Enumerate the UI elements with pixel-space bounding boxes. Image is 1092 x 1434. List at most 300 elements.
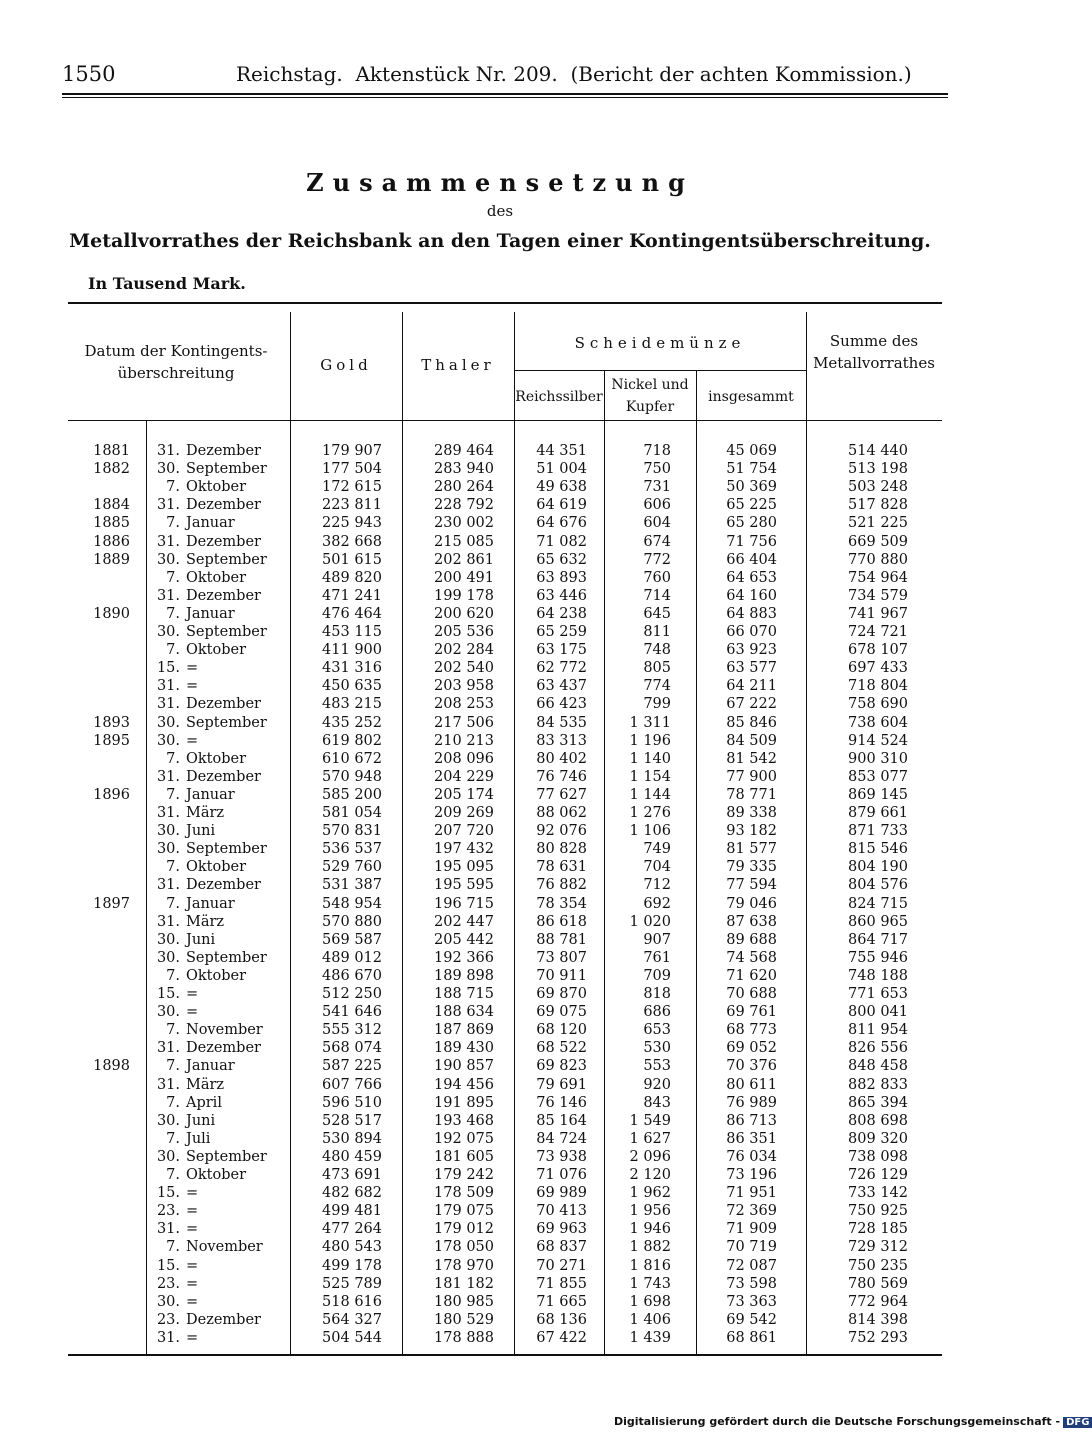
cell-insgesammt: 85 846	[726, 714, 777, 731]
cell-summe: 771 653	[848, 986, 908, 1002]
table-row	[68, 1148, 942, 1166]
cell-insgesammt: 70 376	[726, 1058, 777, 1075]
cell-month: Dezember	[186, 696, 261, 713]
cell-month: =	[186, 1275, 199, 1292]
cell-gold: 570 948	[322, 768, 382, 785]
cell-insgesammt: 68 773	[726, 1022, 777, 1039]
cell-nickel-kupfer: 920	[643, 1076, 671, 1093]
cell-insgesammt: 67 222	[726, 696, 777, 713]
cell-day: 7.	[166, 1094, 180, 1111]
page-number: 1550	[62, 62, 116, 86]
cell-gold: 480 459	[322, 1148, 382, 1165]
cell-summe: 734 579	[848, 587, 908, 604]
cell-month: März	[186, 1076, 225, 1093]
cell-month: =	[186, 732, 199, 749]
cell-summe: 513 198	[848, 461, 908, 478]
cell-day: 31.	[156, 443, 180, 459]
cell-reichssilber: 63 437	[536, 678, 587, 695]
cell-day: 15.	[156, 986, 180, 1002]
cell-thaler: 207 720	[434, 823, 494, 840]
cell-summe: 503 248	[848, 479, 908, 496]
cell-thaler: 178 888	[434, 1329, 494, 1346]
cell-nickel-kupfer: 604	[643, 515, 671, 532]
cell-summe: 517 828	[848, 497, 908, 514]
cell-day: 7.	[166, 605, 180, 622]
cell-summe: 758 690	[848, 696, 908, 713]
cell-month: Dezember	[186, 1311, 261, 1328]
cell-insgesammt: 93 182	[726, 823, 777, 840]
cell-summe: 848 458	[848, 1058, 908, 1075]
cell-summe: 804 576	[848, 877, 908, 894]
cell-reichssilber: 92 076	[536, 823, 587, 840]
cell-month: Oktober	[186, 479, 247, 496]
cell-summe: 770 880	[848, 551, 908, 568]
cell-month: =	[186, 678, 199, 695]
cell-summe: 815 546	[848, 841, 908, 858]
cell-month: =	[186, 1203, 199, 1220]
cell-nickel-kupfer: 1 406	[629, 1311, 671, 1328]
cell-reichssilber: 69 823	[536, 1058, 587, 1075]
cell-thaler: 205 536	[434, 624, 494, 640]
cell-insgesammt: 63 923	[726, 642, 777, 659]
cell-day: 30.	[156, 931, 180, 948]
cell-nickel-kupfer: 530	[643, 1040, 671, 1057]
cell-summe: 733 142	[848, 1185, 908, 1202]
cell-day: 30.	[156, 841, 180, 858]
cell-reichssilber: 71 665	[536, 1293, 587, 1310]
cell-summe: 809 320	[848, 1130, 908, 1147]
cell-nickel-kupfer: 761	[643, 949, 671, 966]
cell-nickel-kupfer: 1 698	[629, 1293, 671, 1310]
cell-nickel-kupfer: 811	[643, 624, 671, 640]
cell-insgesammt: 72 369	[726, 1203, 777, 1220]
cell-gold: 568 074	[322, 1040, 382, 1057]
cell-day: 31.	[156, 768, 180, 785]
cell-day: 31.	[156, 805, 180, 821]
cell-month: Dezember	[186, 587, 261, 604]
cell-year: 1893	[93, 714, 130, 731]
cell-nickel-kupfer: 843	[643, 1094, 671, 1111]
cell-gold: 486 670	[322, 967, 382, 984]
cell-insgesammt: 87 638	[726, 913, 777, 930]
table-row	[68, 913, 942, 931]
cell-summe: 860 965	[848, 913, 908, 930]
cell-reichssilber: 70 271	[536, 1257, 587, 1274]
cell-day: 23.	[156, 1203, 180, 1220]
table-row	[68, 1021, 942, 1039]
cell-summe: 514 440	[848, 443, 908, 459]
cell-insgesammt: 65 280	[726, 515, 777, 532]
cell-thaler: 289 464	[434, 443, 494, 459]
cell-nickel-kupfer: 748	[643, 642, 671, 659]
cell-reichssilber: 84 535	[536, 714, 587, 731]
cell-nickel-kupfer: 692	[643, 895, 671, 912]
cell-month: Oktober	[186, 859, 247, 876]
cell-month: September	[186, 551, 267, 568]
cell-summe: 804 190	[848, 859, 908, 876]
cell-insgesammt: 76 034	[726, 1148, 777, 1165]
cell-nickel-kupfer: 714	[643, 587, 671, 604]
cell-gold: 476 464	[322, 605, 382, 622]
table-row	[68, 1039, 942, 1057]
cell-month: März	[186, 913, 225, 930]
cell-nickel-kupfer: 1 140	[629, 750, 671, 767]
table-row	[68, 985, 942, 1003]
cell-day: 15.	[156, 1185, 180, 1202]
header-insgesammt: insgesammt	[708, 389, 794, 405]
cell-insgesammt: 72 087	[726, 1257, 777, 1274]
table-row	[68, 1202, 942, 1220]
cell-month: Dezember	[186, 1040, 261, 1057]
cell-month: Oktober	[186, 1167, 247, 1183]
cell-nickel-kupfer: 718	[643, 443, 671, 459]
cell-thaler: 197 432	[434, 841, 494, 858]
cell-reichssilber: 69 870	[536, 986, 587, 1002]
cell-gold: 501 615	[322, 551, 382, 568]
cell-month: =	[186, 1329, 199, 1346]
cell-day: 31.	[156, 1076, 180, 1093]
table-row	[68, 1275, 942, 1293]
cell-day: 31.	[156, 678, 180, 695]
cell-thaler: 228 792	[434, 497, 494, 514]
cell-insgesammt: 74 568	[726, 949, 777, 966]
cell-gold: 548 954	[322, 895, 382, 912]
cell-gold: 518 616	[322, 1293, 382, 1310]
cell-summe: 748 188	[848, 967, 908, 984]
table-row	[68, 478, 942, 496]
cell-reichssilber: 63 893	[536, 569, 587, 586]
cell-nickel-kupfer: 818	[643, 986, 671, 1002]
table-row	[68, 442, 942, 460]
table-row	[68, 732, 942, 750]
table-row	[68, 1094, 942, 1112]
cell-month: April	[186, 1094, 222, 1111]
cell-thaler: 280 264	[434, 479, 494, 496]
cell-gold: 587 225	[322, 1058, 382, 1075]
cell-thaler: 203 958	[434, 678, 494, 695]
cell-nickel-kupfer: 645	[643, 605, 671, 622]
cell-month: =	[186, 1293, 199, 1310]
cell-year: 1884	[93, 497, 130, 514]
cell-insgesammt: 80 611	[726, 1076, 777, 1093]
table-row	[68, 895, 942, 913]
cell-day: 30.	[156, 551, 180, 568]
cell-thaler: 195 595	[434, 877, 494, 894]
cell-month: Dezember	[186, 443, 261, 459]
cell-month: Juli	[186, 1130, 211, 1147]
scheidemuenze-rule	[514, 370, 806, 371]
header-gold: Gold	[320, 356, 372, 374]
cell-gold: 477 264	[322, 1221, 382, 1238]
cell-reichssilber: 86 618	[536, 913, 587, 930]
cell-nickel-kupfer: 760	[643, 569, 671, 586]
cell-thaler: 202 447	[434, 913, 494, 930]
cell-insgesammt: 71 909	[726, 1221, 777, 1238]
cell-reichssilber: 73 807	[536, 949, 587, 966]
cell-year: 1895	[93, 732, 130, 749]
table-row	[68, 533, 942, 551]
cell-day: 31.	[156, 587, 180, 604]
cell-insgesammt: 69 052	[726, 1040, 777, 1057]
cell-gold: 489 012	[322, 949, 382, 966]
document-subtitle: Metallvorrathes der Reichsbank an den Tagen einer Kontingentsüberschreitung.	[69, 230, 931, 252]
cell-summe: 824 715	[848, 895, 908, 912]
cell-summe: 800 041	[848, 1004, 908, 1021]
table-row	[68, 1130, 942, 1148]
table-row	[68, 1112, 942, 1130]
cell-month: September	[186, 841, 267, 858]
cell-month: Juni	[186, 931, 216, 948]
cell-reichssilber: 68 120	[536, 1022, 587, 1039]
cell-gold: 525 789	[322, 1275, 382, 1292]
cell-reichssilber: 88 781	[536, 931, 587, 948]
cell-year: 1896	[93, 786, 130, 803]
cell-thaler: 189 898	[434, 967, 494, 984]
cell-summe: 882 833	[848, 1076, 908, 1093]
cell-year: 1881	[93, 443, 130, 459]
cell-insgesammt: 79 046	[726, 895, 777, 912]
cell-day: 31.	[156, 1329, 180, 1346]
cell-thaler: 202 284	[434, 642, 494, 659]
cell-reichssilber: 85 164	[536, 1112, 587, 1129]
cell-thaler: 178 050	[434, 1239, 494, 1256]
cell-day: 30.	[156, 714, 180, 731]
cell-reichssilber: 84 724	[536, 1130, 587, 1147]
cell-summe: 697 433	[848, 660, 908, 677]
cell-nickel-kupfer: 1 882	[629, 1239, 671, 1256]
cell-summe: 752 293	[848, 1329, 908, 1346]
header-summe: Summe des Metallvorrathes	[813, 332, 935, 372]
cell-day: 15.	[156, 1257, 180, 1274]
cell-thaler: 191 895	[434, 1094, 494, 1111]
cell-summe: 811 954	[848, 1022, 908, 1039]
table-row	[68, 641, 942, 659]
cell-insgesammt: 69 761	[726, 1004, 777, 1021]
table-row	[68, 514, 942, 532]
cell-thaler: 230 002	[434, 515, 494, 532]
cell-gold: 512 250	[322, 986, 382, 1002]
header-scheidemuenze: Scheidemünze	[574, 334, 746, 352]
cell-day: 7.	[166, 1058, 180, 1075]
cell-summe: 521 225	[848, 515, 908, 532]
cell-insgesammt: 73 598	[726, 1275, 777, 1292]
cell-reichssilber: 69 989	[536, 1185, 587, 1202]
table-row	[68, 587, 942, 605]
table-row	[68, 1057, 942, 1075]
cell-thaler: 215 085	[434, 533, 494, 550]
cell-insgesammt: 89 688	[726, 931, 777, 948]
cell-gold: 480 543	[322, 1239, 382, 1256]
cell-day: 30.	[156, 823, 180, 840]
cell-reichssilber: 68 136	[536, 1311, 587, 1328]
cell-month: Januar	[186, 605, 235, 622]
cell-gold: 382 668	[322, 533, 382, 550]
cell-summe: 678 107	[848, 642, 908, 659]
cell-insgesammt: 69 542	[726, 1311, 777, 1328]
cell-insgesammt: 65 225	[726, 497, 777, 514]
data-table	[68, 302, 942, 1356]
cell-gold: 435 252	[322, 714, 382, 731]
cell-gold: 504 544	[322, 1329, 382, 1346]
cell-reichssilber: 65 259	[536, 624, 587, 640]
cell-summe: 755 946	[848, 949, 908, 966]
cell-summe: 900 310	[848, 750, 908, 767]
cell-reichssilber: 76 146	[536, 1094, 587, 1111]
cell-day: 30.	[156, 461, 180, 478]
cell-insgesammt: 81 542	[726, 750, 777, 767]
cell-summe: 808 698	[848, 1112, 908, 1129]
cell-nickel-kupfer: 1 144	[629, 786, 671, 803]
cell-reichssilber: 65 632	[536, 551, 587, 568]
cell-day: 31.	[156, 497, 180, 514]
cell-nickel-kupfer: 2 120	[629, 1167, 671, 1183]
cell-gold: 223 811	[322, 497, 382, 514]
cell-thaler: 180 985	[434, 1293, 494, 1310]
cell-day: 7.	[166, 479, 180, 496]
cell-day: 30.	[156, 949, 180, 966]
cell-month: Dezember	[186, 768, 261, 785]
cell-summe: 728 185	[848, 1221, 908, 1238]
dfg-logo: DFG	[1063, 1417, 1092, 1428]
table-row	[68, 949, 942, 967]
cell-nickel-kupfer: 1 743	[629, 1275, 671, 1292]
cell-summe: 780 569	[848, 1275, 908, 1292]
cell-insgesammt: 76 989	[726, 1094, 777, 1111]
cell-insgesammt: 50 369	[726, 479, 777, 496]
cell-insgesammt: 79 335	[726, 859, 777, 876]
cell-insgesammt: 84 509	[726, 732, 777, 749]
cell-day: 7.	[166, 750, 180, 767]
cell-reichssilber: 78 354	[536, 895, 587, 912]
cell-summe: 738 098	[848, 1148, 908, 1165]
cell-month: =	[186, 1257, 199, 1274]
cell-insgesammt: 86 351	[726, 1130, 777, 1147]
cell-reichssilber: 51 004	[536, 461, 587, 478]
cell-day: 30.	[156, 1004, 180, 1021]
cell-thaler: 199 178	[434, 587, 494, 604]
cell-insgesammt: 71 756	[726, 533, 777, 550]
cell-insgesammt: 73 363	[726, 1293, 777, 1310]
cell-summe: 864 717	[848, 931, 908, 948]
cell-year: 1898	[93, 1058, 130, 1075]
cell-month: November	[186, 1022, 263, 1039]
cell-gold: 529 760	[322, 859, 382, 876]
cell-insgesammt: 86 713	[726, 1112, 777, 1129]
cell-summe: 750 235	[848, 1257, 908, 1274]
header-thaler: Thaler	[421, 356, 495, 374]
header-datum: Datum der Kontingents-überschreitung	[84, 342, 268, 382]
table-row	[68, 1293, 942, 1311]
table-row	[68, 1166, 942, 1184]
table-row	[68, 1220, 942, 1238]
cell-insgesammt: 89 338	[726, 805, 777, 821]
cell-gold: 225 943	[322, 515, 382, 532]
header-nickel-kupfer: Nickel und Kupfer	[611, 377, 689, 415]
cell-reichssilber: 70 911	[536, 967, 587, 984]
unit-note: In Tausend Mark.	[88, 274, 246, 293]
title-connector: des	[486, 202, 514, 220]
cell-day: 30.	[156, 732, 180, 749]
table-row	[68, 623, 942, 641]
table-row	[68, 551, 942, 569]
cell-month: Januar	[186, 895, 235, 912]
cell-reichssilber: 62 772	[536, 660, 587, 677]
cell-month: Dezember	[186, 877, 261, 894]
cell-insgesammt: 77 594	[726, 877, 777, 894]
cell-day: 7.	[166, 859, 180, 876]
cell-thaler: 208 253	[434, 696, 494, 713]
cell-summe: 914 524	[848, 732, 908, 749]
cell-month: September	[186, 624, 267, 640]
cell-nickel-kupfer: 805	[643, 660, 671, 677]
cell-reichssilber: 44 351	[536, 443, 587, 459]
table-row	[68, 750, 942, 768]
cell-reichssilber: 67 422	[536, 1329, 587, 1346]
cell-insgesammt: 66 070	[726, 624, 777, 640]
table-top-rule	[68, 302, 942, 304]
table-row	[68, 569, 942, 587]
cell-thaler: 204 229	[434, 768, 494, 785]
table-row	[68, 768, 942, 786]
cell-day: 7.	[166, 1239, 180, 1256]
cell-month: Dezember	[186, 533, 261, 550]
cell-day: 7.	[166, 1022, 180, 1039]
header-rule	[62, 93, 948, 95]
cell-reichssilber: 71 082	[536, 533, 587, 550]
cell-reichssilber: 64 238	[536, 605, 587, 622]
cell-reichssilber: 70 413	[536, 1203, 587, 1220]
cell-summe: 750 925	[848, 1203, 908, 1220]
cell-summe: 741 967	[848, 605, 908, 622]
cell-thaler: 180 529	[434, 1311, 494, 1328]
cell-gold: 471 241	[322, 587, 382, 604]
cell-gold: 585 200	[322, 786, 382, 803]
cell-nickel-kupfer: 1 439	[629, 1329, 671, 1346]
cell-gold: 489 820	[322, 569, 382, 586]
cell-day: 30.	[156, 624, 180, 640]
cell-month: =	[186, 660, 199, 677]
cell-summe: 814 398	[848, 1311, 908, 1328]
table-row	[68, 460, 942, 478]
cell-month: Oktober	[186, 569, 247, 586]
cell-thaler: 178 509	[434, 1185, 494, 1202]
cell-year: 1886	[93, 533, 130, 550]
cell-day: 31.	[156, 877, 180, 894]
cell-day: 31.	[156, 696, 180, 713]
cell-day: 7.	[166, 569, 180, 586]
cell-reichssilber: 64 676	[536, 515, 587, 532]
cell-reichssilber: 69 963	[536, 1221, 587, 1238]
table-row	[68, 876, 942, 894]
cell-gold: 179 907	[322, 443, 382, 459]
cell-summe: 669 509	[848, 533, 908, 550]
cell-reichssilber: 71 076	[536, 1167, 587, 1183]
cell-day: 7.	[166, 515, 180, 532]
cell-summe: 853 077	[848, 768, 908, 785]
cell-reichssilber: 73 938	[536, 1148, 587, 1165]
cell-month: September	[186, 714, 267, 731]
cell-nickel-kupfer: 674	[643, 533, 671, 550]
cell-reichssilber: 68 837	[536, 1239, 587, 1256]
cell-thaler: 179 012	[434, 1221, 494, 1238]
cell-summe: 869 145	[848, 786, 908, 803]
cell-thaler: 196 715	[434, 895, 494, 912]
cell-thaler: 188 634	[434, 1004, 494, 1021]
cell-gold: 541 646	[322, 1004, 382, 1021]
cell-day: 23.	[156, 1311, 180, 1328]
cell-month: Januar	[186, 515, 235, 532]
table-row	[68, 605, 942, 623]
